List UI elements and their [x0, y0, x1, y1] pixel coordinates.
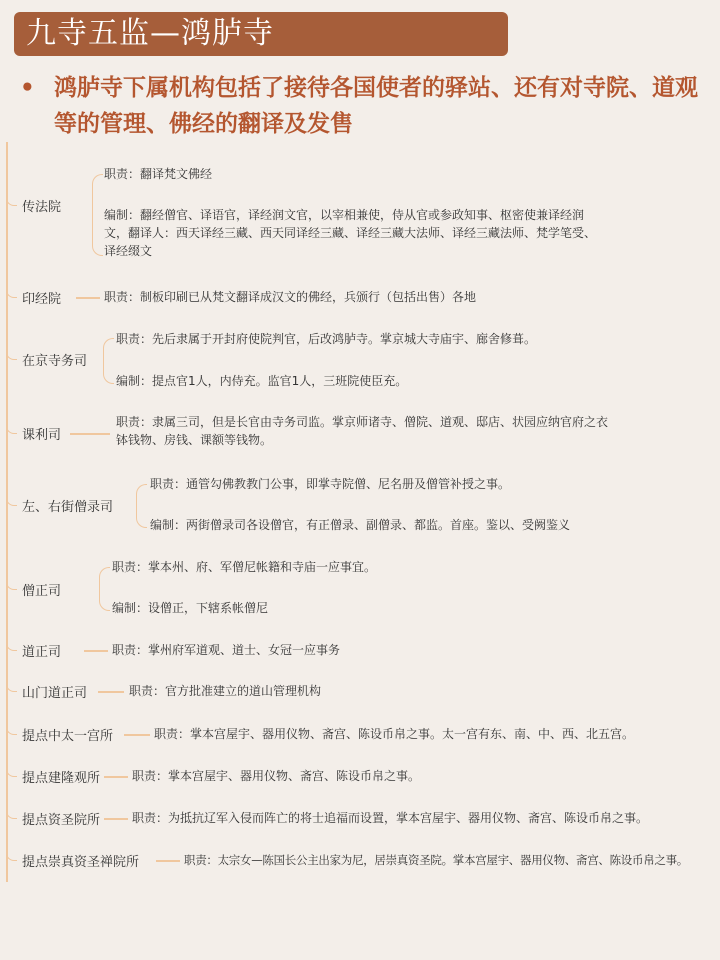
node-label: 提点中太一宫所: [22, 729, 114, 744]
dash-connector: [76, 297, 100, 299]
detail-duty: 职责：通管勾佛教教门公事，即掌寺院僧、尼名册及僧管补授之事。: [150, 477, 511, 491]
node-label: 在京寺务司: [22, 354, 88, 369]
node-label: 山门道正司: [22, 686, 88, 701]
tree-connector: [6, 346, 17, 360]
dash-connector: [124, 734, 150, 736]
detail-duty: 职责：翻译梵文佛经: [104, 167, 213, 181]
dash-connector: [156, 860, 180, 862]
detail-duty: 职责：掌本宫屋宇、器用仪物、斋宫、陈设币帛之事。: [132, 769, 421, 783]
intro-text: 鸿胪寺下属机构包括了接待各国使者的驿站、还有对寺院、道观等的管理、佛经的翻译及发售: [54, 75, 698, 137]
detail-duty: 职责：制板印刷已从梵文翻译成汉文的佛经，兵颁行（包括出售）各地: [104, 290, 477, 304]
detail-duty: 职责：掌本宫屋宇、器用仪物、斋宫、陈设币帛之事。太一宫有东、南、中、西、北五宫。: [154, 727, 635, 741]
dash-connector: [104, 818, 128, 820]
brace-connector: [99, 567, 110, 611]
tree-connector: [6, 576, 17, 590]
tree-connector: [6, 847, 17, 861]
node-label: 传法院: [22, 200, 62, 215]
node-label: 道正司: [22, 645, 62, 660]
detail-duty: 职责：掌州府军道观、道士、女冠一应事务: [112, 643, 341, 657]
tree-connector: [6, 763, 17, 777]
brace-connector: [136, 484, 147, 528]
tree-connector: [6, 637, 17, 651]
node-label: 课利司: [22, 428, 62, 443]
detail-staffing: 编制：两街僧录司各设僧官，有正僧录、副僧录、都监。首座。鉴以、受阙鉴义: [150, 518, 571, 532]
intro-paragraph: [20, 70, 710, 142]
node-label: 僧正司: [22, 584, 62, 599]
tree-connector: [6, 420, 17, 434]
detail-duty: 职责：先后隶属于开封府使院判官，后改鸿胪寺。掌京城大寺庙宇、廊舍修葺。: [116, 332, 537, 346]
dash-connector: [84, 650, 108, 652]
node-label: 印经院: [22, 292, 62, 307]
dash-connector: [104, 776, 128, 778]
node-label: 提点建隆观所: [22, 771, 101, 786]
detail-staffing: 编制：提点官1人，内侍充。监官1人，三班院使臣充。: [116, 374, 408, 388]
detail-duty: 职责：为抵抗辽军入侵而阵亡的将士追福而设置，掌本宫屋宇、器用仪物、斋宫、陈设币帛之事。: [132, 811, 649, 825]
tree-connector: [6, 192, 17, 206]
dash-connector: [70, 433, 110, 435]
tree-connector: [6, 678, 17, 692]
detail-duty: 职责：官方批准建立的道山管理机构: [129, 684, 322, 698]
brace-connector: [92, 174, 103, 256]
tree-connector: [6, 492, 17, 506]
tree-connector: [6, 284, 17, 298]
node-label: 提点资圣院所: [22, 813, 101, 828]
dash-connector: [98, 691, 124, 693]
detail-duty: 职责：隶属三司，但是长官由寺务司监。掌京师诸寺、僧院、道观、邸店、状园应纳官府之衣钵钱物、房钱、课额等钱物。: [116, 415, 609, 447]
detail-duty: 职责：太宗女—陈国长公主出家为尼，居崇真资圣院。掌本宫屋宇、器用仪物、斋宫、陈设币帛之事。: [184, 853, 688, 867]
page-title: 九寺五监—鸿胪寺: [14, 12, 508, 56]
detail-staffing: 编制：设僧正，下辖系帐僧尼: [112, 601, 269, 615]
node-label: 左、右街僧录司: [22, 500, 114, 515]
tree-connector: [6, 721, 17, 735]
bullet-icon: •: [20, 75, 35, 101]
brace-connector: [103, 338, 114, 384]
detail-staffing: 编制：翻经僧官、译语官，译经润文官，以宰相兼使，侍从官或参政知事、枢密使兼译经润文，翻译人：西天译经三藏、西天同译经三藏、译经三藏大法师、译经三藏法师、梵学笔受、译经缀文: [104, 208, 597, 258]
detail-duty: 职责：掌本州、府、军僧尼帐籍和寺庙一应事宜。: [112, 560, 377, 574]
node-label: 提点崇真资圣禅院所: [22, 855, 140, 870]
tree-connector: [6, 805, 17, 819]
